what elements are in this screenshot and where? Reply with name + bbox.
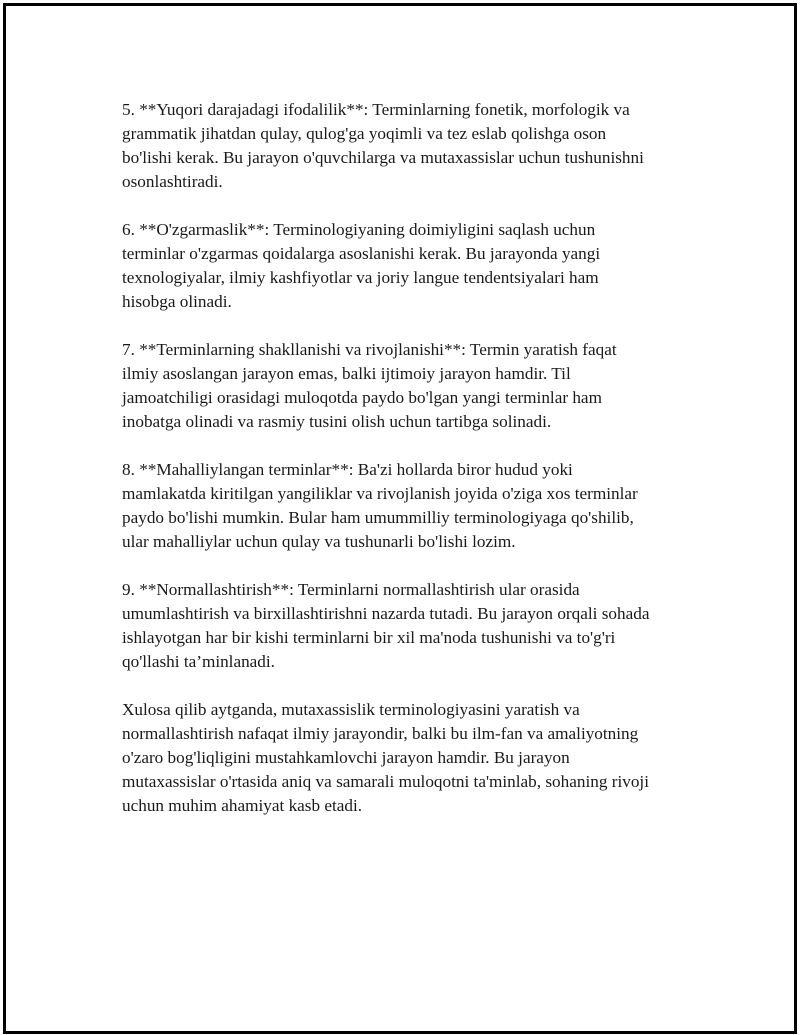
text-line: uchun muhim ahamiyat kasb etadi. [122,796,363,815]
text-line: paydo bo'lishi mumkin. Bular ham umummilliy terminologiyaga qo'shilib, [122,508,634,527]
text-line: inobatga olinadi va rasmiy tusini olish uchun tartibga solinadi. [122,412,552,431]
paragraph-item-8 [122,458,712,554]
text-line: hisobga olinadi. [122,292,232,311]
text-line: qo'llashi ta’minlanadi. [122,652,275,671]
text-line: ilmiy asoslangan jarayon emas, balki ijtimoiy jarayon hamdir. Til [122,364,571,383]
text-line: umumlashtirish va birxillashtirishni nazarda tutadi. Bu jarayon orqali sohada [122,604,650,623]
text-line: mamlakatda kiritilgan yangiliklar va rivojlanish joyida o'ziga xos terminlar [122,484,638,503]
text-line: ishlayotgan har bir kishi terminlarni bir xil ma'noda tushunishi va to'g'ri [122,628,616,647]
paragraph-conclusion [122,698,712,818]
paragraph-item-5 [122,98,712,194]
text-line: osonlashtiradi. [122,172,223,191]
text-line: mutaxassislar o'rtasida aniq va samarali muloqotni ta'minlab, sohaning rivoji [122,772,649,791]
text-line: 9. **Normallashtirish**: Terminlarni normallashtirish ular orasida [122,580,580,599]
text-line: bo'lishi kerak. Bu jarayon o'quvchilarga va mutaxassislar uchun tushunishni [122,148,644,167]
text-line: Xulosa qilib aytganda, mutaxassislik terminologiyasini yaratish va [122,700,580,719]
page-frame [3,3,797,1034]
paragraph-item-7 [122,338,712,434]
paragraph-item-6 [122,218,712,314]
text-line: terminlar o'zgarmas qoidalarga asoslanishi kerak. Bu jarayonda yangi [122,244,601,263]
text-line: jamoatchiligi orasidagi muloqotda paydo bo'lgan yangi terminlar ham [122,388,602,407]
text-line: 7. **Terminlarning shakllanishi va rivojlanishi**: Termin yaratish faqat [122,340,617,359]
document-body [122,98,712,842]
text-line: ular mahalliylar uchun qulay va tushunarli bo'lishi lozim. [122,532,516,551]
text-line: texnologiyalar, ilmiy kashfiyotlar va joriy langue tendentsiyalari ham [122,268,599,287]
text-line: o'zaro bog'liqligini mustahkamlovchi jarayon hamdir. Bu jarayon [122,748,570,767]
paragraph-item-9 [122,578,712,674]
text-line: 5. **Yuqori darajadagi ifodalilik**: Terminlarning fonetik, morfologik va [122,100,630,119]
text-line: 6. **O'zgarmaslik**: Terminologiyaning doimiyligini saqlash uchun [122,220,596,239]
text-line: normallashtirish nafaqat ilmiy jarayondir, balki bu ilm-fan va amaliyotning [122,724,639,743]
text-line: grammatik jihatdan qulay, qulog'ga yoqimli va tez eslab qolishga oson [122,124,607,143]
text-line: 8. **Mahalliylangan terminlar**: Ba'zi hollarda biror hudud yoki [122,460,573,479]
